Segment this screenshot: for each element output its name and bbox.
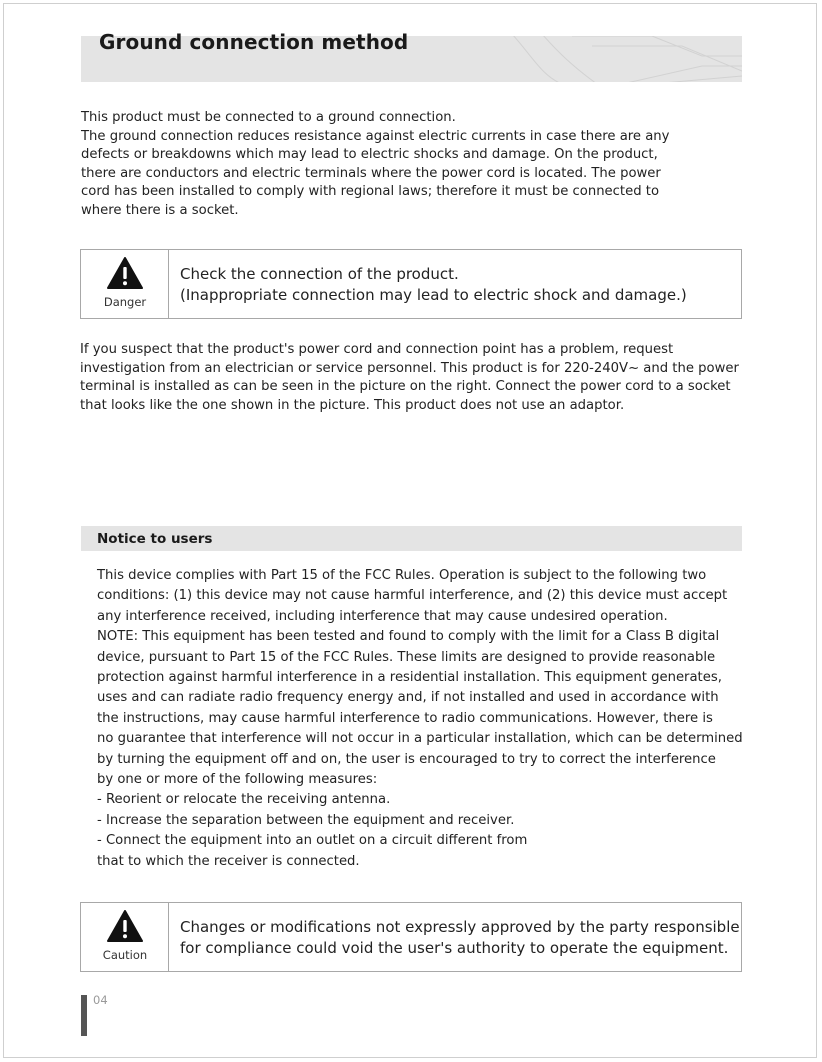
fcc-line: uses and can radiate radio frequency energy and, if not installed and used in accordance with — [97, 690, 719, 706]
fcc-notice-paragraph — [97, 566, 743, 872]
caution-label: Caution — [102, 948, 148, 962]
fcc-line: device, pursuant to Part 15 of the FCC Rules. These limits are designed to provide reasonable — [97, 649, 716, 665]
page-number: 04 — [93, 993, 108, 1007]
fcc-line: conditions: (1) this device may not cause harmful interference, and (2) this device must accept — [97, 588, 728, 604]
fcc-line: any interference received, including interference that may cause undesired operation. — [97, 608, 668, 624]
caution-box — [80, 902, 742, 972]
fcc-line: by turning the equipment off and on, the user is encouraged to try to correct the interference — [97, 751, 716, 767]
danger-label: Danger — [103, 295, 147, 309]
fcc-line: no guarantee that interference will not occur in a particular installation, which can be determined — [97, 731, 743, 747]
fcc-line: protection against harmful interference in a residential installation. This equipment generates, — [97, 670, 722, 686]
title-band-decoration — [502, 36, 742, 82]
power-cord-paragraph: If you suspect that the product's power cord and connection point has a problem, request investigation from an electrician or service personnel. This product is for 220-240V~ and the power terminal is installed as can be seen in the picture on the right. Connect the power cord to a socket that looks like the one shown in the picture. This product does not use an adaptor. — [80, 342, 739, 413]
caution-icon-cell — [81, 903, 169, 971]
fcc-line: by one or more of the following measures: — [97, 772, 378, 788]
warning-triangle-icon — [106, 909, 144, 943]
page-title: Ground connection method — [99, 30, 409, 54]
fcc-line: - Reorient or relocate the receiving antenna. — [97, 792, 391, 808]
fcc-line: NOTE: This equipment has been tested and found to comply with the limit for a Class B digital — [97, 629, 720, 645]
notice-title: Notice to users — [97, 531, 213, 547]
fcc-line: This device complies with Part 15 of the FCC Rules. Operation is subject to the following two — [97, 568, 707, 583]
fcc-line: - Increase the separation between the equipment and receiver. — [97, 812, 515, 828]
caution-text: Changes or modifications not expressly approved by the party responsible for compliance could void the user's authority to operate the equipment. — [180, 918, 740, 957]
danger-icon-cell — [81, 250, 169, 318]
page-number-bar — [81, 995, 87, 1036]
fcc-line: - Connect the equipment into an outlet on a circuit different from — [97, 833, 528, 849]
danger-text: Check the connection of the product. (Inappropriate connection may lead to electric shock and damage.) — [180, 265, 687, 304]
intro-paragraph: This product must be connected to a ground connection. The ground connection reduces resistance against electric currents in case there are any defects or breakdowns which may lead to electric shocks and damage. On the product, there are conductors and electric terminals where the power cord is located. The power cord has been installed to comply with regional laws; therefore it must be connected to where there is a socket. — [81, 110, 670, 218]
notice-section-band — [81, 526, 742, 551]
danger-box — [80, 249, 742, 319]
fcc-line: the instructions, may cause harmful interference to radio communications. However, there is — [97, 710, 713, 726]
fcc-line: that to which the receiver is connected. — [97, 853, 360, 869]
warning-triangle-icon — [106, 256, 144, 290]
